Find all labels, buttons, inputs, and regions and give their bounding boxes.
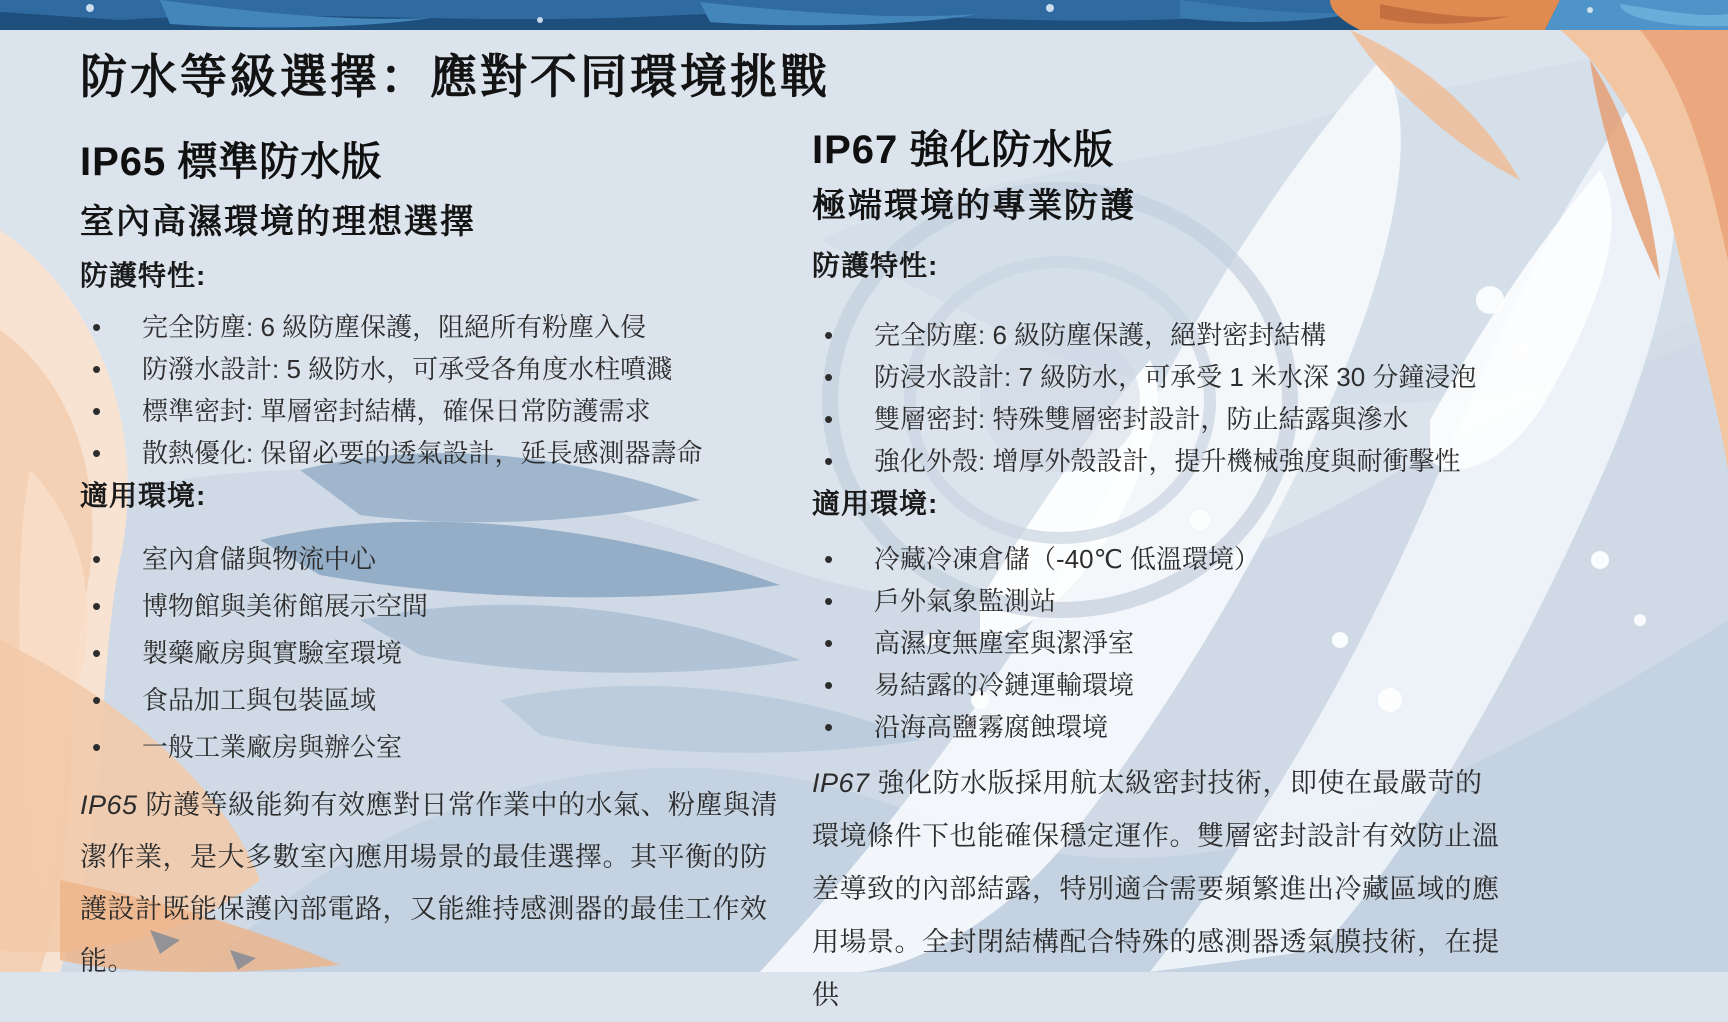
ip67-heading — [812, 126, 1504, 174]
ip65-subtitle: 室內高濕環境的理想選擇 — [80, 204, 476, 241]
ip67-column — [812, 126, 1504, 1022]
list-item: • 防潑水設計: 5 級防水，可承受各角度水柱噴濺 — [80, 353, 780, 385]
ip65-features-heading: 防護特性: — [80, 260, 207, 291]
page-title: 防水等級選擇：應對不同環境挑戰 — [80, 52, 830, 104]
ip67-subtitle: 極端環境的專業防護 — [812, 188, 1136, 225]
ip65-summary-paragraph — [80, 779, 780, 987]
list-item: • 防浸水設計: 7 級防水，可承受 1 米水深 30 分鐘浸泡 — [812, 361, 1504, 393]
list-item: • 散熱優化: 保留必要的透氣設計，延長感測器壽命 — [80, 437, 780, 469]
ip67-environments-heading: 適用環境: — [812, 488, 939, 519]
ip65-column — [80, 138, 780, 987]
list-item: • 強化外殼: 增厚外殼設計，提升機械強度與耐衝擊性 — [812, 445, 1504, 477]
list-item: • 室內倉儲與物流中心 — [80, 543, 780, 575]
list-item: • 冷藏冷凍倉儲（-40℃ 低溫環境） — [812, 543, 1504, 575]
list-item: • 標準密封: 單層密封結構，確保日常防護需求 — [80, 395, 780, 427]
list-item: • 易結露的冷鏈運輸環境 — [812, 669, 1504, 701]
list-item: • 完全防塵: 6 級防塵保護，絕對密封結構 — [812, 319, 1504, 351]
ip65-model-suffix: 標準防水版 — [166, 139, 383, 184]
ip65-environments-heading: 適用環境: — [80, 480, 207, 511]
list-item: • 食品加工與包裝區域 — [80, 684, 780, 716]
ip65-features-list — [80, 311, 780, 469]
ip67-features-heading: 防護特性: — [812, 250, 939, 281]
list-item: • 高濕度無塵室與潔淨室 — [812, 627, 1504, 659]
ip65-paragraph-text: 防護等級能夠有效應對日常作業中的水氣、粉塵與清潔作業，是大多數室內應用場景的最佳選擇。其平衡的防護設計既能保護內部電路，又能維持感測器的最佳工作效能。 — [80, 790, 779, 976]
list-item: • 沿海高鹽霧腐蝕環境 — [812, 711, 1504, 743]
ip65-environments-list — [80, 543, 780, 763]
list-item: • 完全防塵: 6 級防塵保護，阻絕所有粉塵入侵 — [80, 311, 780, 343]
ip67-model-suffix: 強化防水版 — [898, 127, 1115, 172]
list-item: • 雙層密封: 特殊雙層密封設計，防止結露與滲水 — [812, 403, 1504, 435]
ip67-summary-paragraph — [812, 757, 1504, 1022]
list-item: • 一般工業廠房與辦公室 — [80, 731, 780, 763]
ip65-model-label: IP65 — [80, 140, 167, 184]
ip67-model-label: IP67 — [812, 128, 899, 172]
ip67-environments-list — [812, 543, 1504, 743]
list-item: • 博物館與美術館展示空間 — [80, 590, 780, 622]
ip67-features-list — [812, 319, 1504, 477]
list-item: • 製藥廠房與實驗室環境 — [80, 637, 780, 669]
ip65-heading — [80, 138, 780, 186]
ip67-paragraph-lead: IP67 — [812, 768, 870, 798]
list-item: • 戶外氣象監測站 — [812, 585, 1504, 617]
ip65-paragraph-lead: IP65 — [80, 790, 138, 820]
ip67-paragraph-text: 強化防水版採用航太級密封技術，即使在最嚴苛的環境條件下也能確保穩定運作。雙層密封設計有效防止溫差導致的內部結露，特別適合需要頻繁進出冷藏區域的應用場景。全封閉結構配合特殊的感測器透氣膜技術，在提供 — [812, 768, 1500, 1010]
